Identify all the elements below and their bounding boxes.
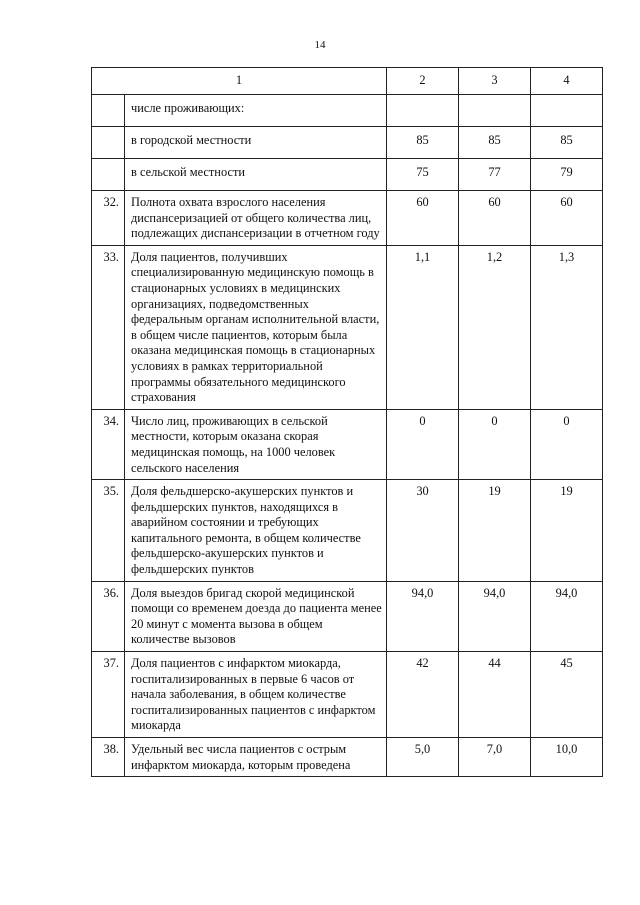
row-description: Полнота охвата взрослого населения диспансеризацией от общего количества лиц, подлежащих диспансеризации в отчетном году bbox=[125, 191, 387, 246]
row-value-col4: 60 bbox=[531, 191, 603, 246]
row-value-col3: 44 bbox=[459, 652, 531, 738]
row-number: 38. bbox=[92, 738, 125, 777]
row-value-col4 bbox=[531, 95, 603, 127]
row-value-col2 bbox=[387, 95, 459, 127]
row-value-col3: 19 bbox=[459, 480, 531, 582]
row-value-col3: 85 bbox=[459, 127, 531, 159]
row-number: 36. bbox=[92, 581, 125, 651]
table-row bbox=[92, 652, 603, 738]
row-value-col2: 1,1 bbox=[387, 245, 459, 409]
header-col-1: 1 bbox=[92, 68, 387, 95]
table-header-row bbox=[92, 68, 603, 95]
indicators-table bbox=[91, 67, 603, 777]
row-description: Доля выездов бригад скорой медицинской помощи со временем доезда до пациента менее 20 минут с момента вызова в общем количестве вызовов bbox=[125, 581, 387, 651]
row-value-col3: 0 bbox=[459, 409, 531, 479]
table-row bbox=[92, 409, 603, 479]
row-value-col2: 30 bbox=[387, 480, 459, 582]
header-col-4: 4 bbox=[531, 68, 603, 95]
table-row bbox=[92, 738, 603, 777]
row-value-col2: 75 bbox=[387, 159, 459, 191]
row-number: 33. bbox=[92, 245, 125, 409]
table-row bbox=[92, 127, 603, 159]
row-value-col2: 5,0 bbox=[387, 738, 459, 777]
row-description: в сельской местности bbox=[125, 159, 387, 191]
row-number: 34. bbox=[92, 409, 125, 479]
row-value-col2: 60 bbox=[387, 191, 459, 246]
row-value-col4: 85 bbox=[531, 127, 603, 159]
row-value-col4: 79 bbox=[531, 159, 603, 191]
row-description: Доля фельдшерско-акушерских пунктов и фельдшерских пунктов, находящихся в аварийном состоянии и требующих капитального ремонта, в общем количестве фельдшерско-акушерских пунктов и фельдшерских пунктов bbox=[125, 480, 387, 582]
row-value-col4: 19 bbox=[531, 480, 603, 582]
row-description: Удельный вес числа пациентов с острым инфарктом миокарда, которым проведена bbox=[125, 738, 387, 777]
row-description: Число лиц, проживающих в сельской местности, которым оказана скорая медицинская помощь, на 1000 человек сельского населения bbox=[125, 409, 387, 479]
row-number: 32. bbox=[92, 191, 125, 246]
row-value-col2: 94,0 bbox=[387, 581, 459, 651]
table-row bbox=[92, 480, 603, 582]
table-row bbox=[92, 159, 603, 191]
row-value-col2: 42 bbox=[387, 652, 459, 738]
row-number: 35. bbox=[92, 480, 125, 582]
row-value-col3: 60 bbox=[459, 191, 531, 246]
row-value-col4: 1,3 bbox=[531, 245, 603, 409]
row-description: в городской местности bbox=[125, 127, 387, 159]
row-description: Доля пациентов, получивших специализированную медицинскую помощь в стационарных условиях в медицинских организациях, подведомственных федеральным органам исполнительной власти, в общем числе пациентов, которым была оказана медицинская помощь в стационарных условиях в рамках территориальной программы обязательного медицинского страхования bbox=[125, 245, 387, 409]
table-row bbox=[92, 581, 603, 651]
row-number bbox=[92, 127, 125, 159]
row-value-col2: 85 bbox=[387, 127, 459, 159]
row-value-col3: 94,0 bbox=[459, 581, 531, 651]
header-col-2: 2 bbox=[387, 68, 459, 95]
row-value-col4: 45 bbox=[531, 652, 603, 738]
row-value-col4: 94,0 bbox=[531, 581, 603, 651]
row-description: числе проживающих: bbox=[125, 95, 387, 127]
row-number: 37. bbox=[92, 652, 125, 738]
row-value-col4: 0 bbox=[531, 409, 603, 479]
row-number bbox=[92, 159, 125, 191]
row-value-col3: 1,2 bbox=[459, 245, 531, 409]
row-number bbox=[92, 95, 125, 127]
row-value-col3 bbox=[459, 95, 531, 127]
table-row bbox=[92, 191, 603, 246]
row-value-col3: 7,0 bbox=[459, 738, 531, 777]
table-row bbox=[92, 245, 603, 409]
row-description: Доля пациентов с инфарктом миокарда, госпитализированных в первые 6 часов от начала заболевания, в общем количестве госпитализированных пациентов с инфарктом миокарда bbox=[125, 652, 387, 738]
page-number: 14 bbox=[314, 39, 326, 51]
header-col-3: 3 bbox=[459, 68, 531, 95]
table-row bbox=[92, 95, 603, 127]
row-value-col4: 10,0 bbox=[531, 738, 603, 777]
row-value-col2: 0 bbox=[387, 409, 459, 479]
row-value-col3: 77 bbox=[459, 159, 531, 191]
